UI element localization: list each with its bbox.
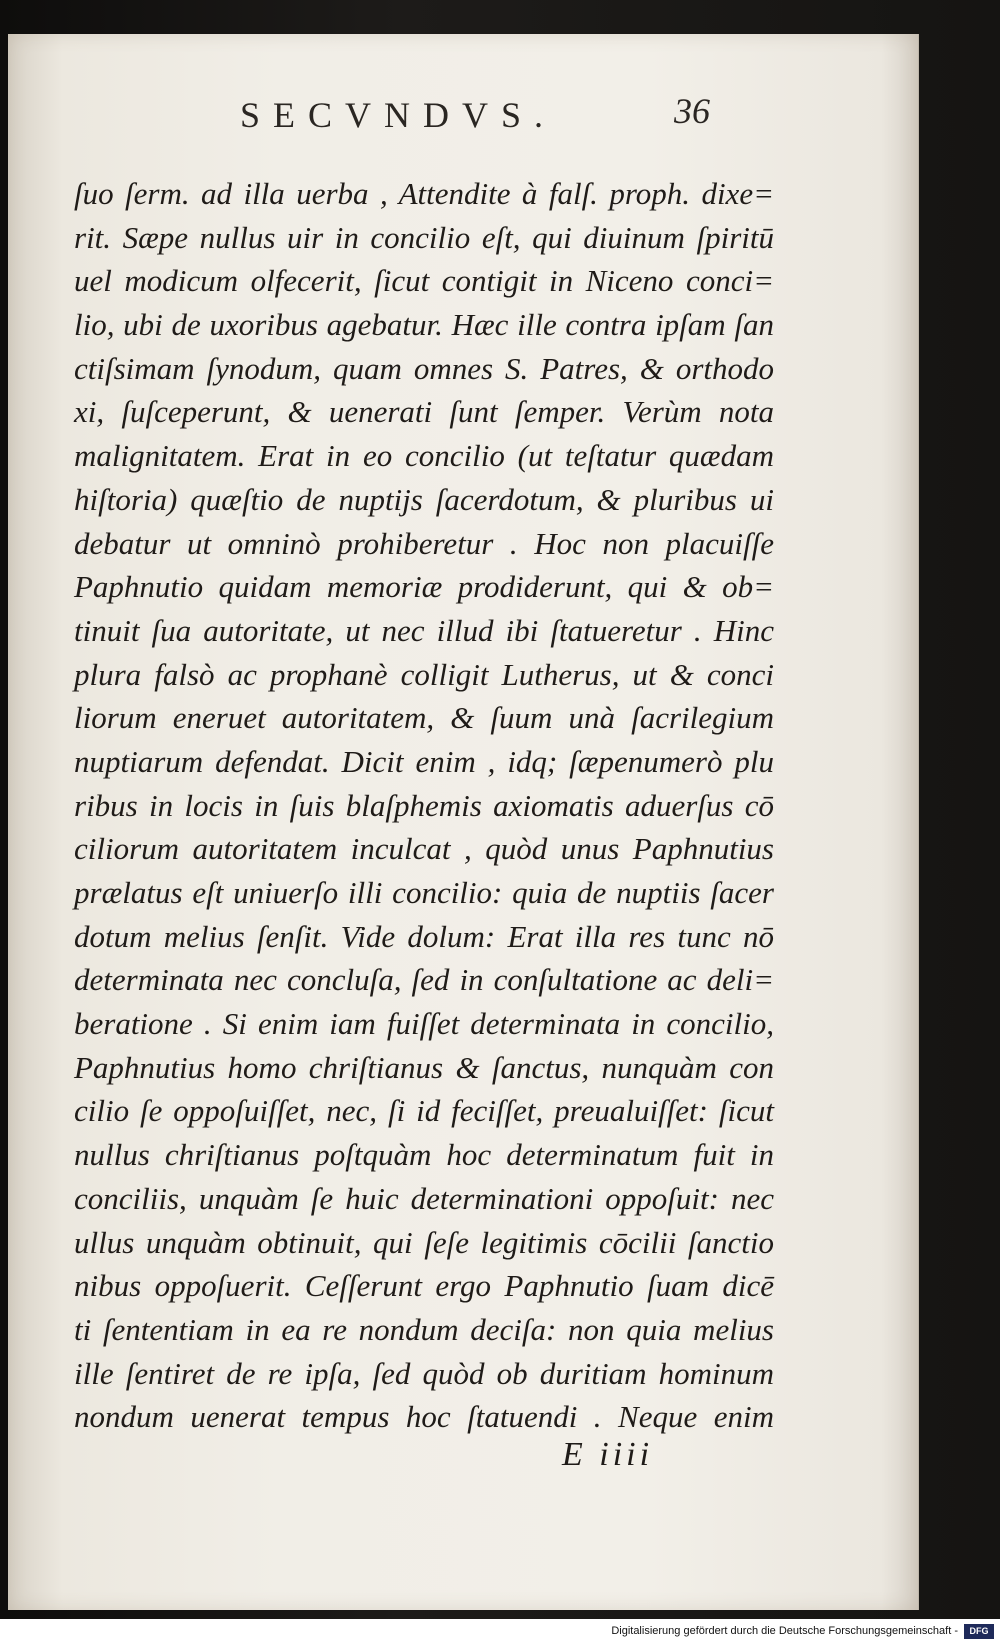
text-line: tinuit ſua autoritate, ut nec illud ibi ſtatueretur . Hinc <box>74 612 774 648</box>
text-line: dotum melius ſenſit. Vide dolum: Erat illa res tunc nō <box>74 918 774 954</box>
text-line: liorum eneruet autoritatem, & ſuum unà ſacrilegium <box>74 700 774 736</box>
running-title: SECVNDVS. <box>240 95 557 135</box>
book-page <box>8 34 919 1610</box>
text-line: rit. Sæpe nullus uir in concilio eſt, qui diuinum ſpiritū <box>74 219 774 255</box>
text-line: ſuo ſerm. ad illa uerba , Attendite à falſ. proph. dixe= <box>74 176 774 211</box>
page-header <box>240 91 710 144</box>
text-line: ille ſentiret de re ipſa, ſed quòd ob duritiam hominum <box>74 1355 774 1391</box>
text-line: ti ſententiam in ea re nondum deciſa: non quia melius <box>74 1311 774 1347</box>
text-line: prælatus eſt uniuerſo illi concilio: quia de nuptiis ſacer <box>74 875 774 910</box>
text-line: hiſtoria) quæſtio de nuptijs ſacerdotum, & pluribus ui <box>74 481 774 517</box>
digitization-footer <box>0 1619 1000 1645</box>
text-line: conciliis, unquàm ſe huic determinationi oppoſuit: nec <box>74 1180 774 1216</box>
text-line: ullus unquàm obtinuit, qui ſeſe legitimis cōcilii ſanctio <box>74 1224 774 1260</box>
text-line: nibus oppoſuerit. Ceſſerunt ergo Paphnutio ſuam dicē <box>74 1268 774 1304</box>
text-line: Paphnutius homo chriſtianus & ſanctus, nunquàm con <box>74 1049 774 1085</box>
body-text <box>74 172 774 1439</box>
funding-credit: Digitalisierung gefördert durch die Deutsche Forschungsgemeinschaft - <box>611 1625 958 1637</box>
text-line: malignitatem. Erat in eo concilio (ut teſtatur quædam <box>74 438 774 474</box>
text-line: ctiſsimam ſynodum, quam omnes S. Patres, & orthodo <box>74 350 774 386</box>
text-line: cilio ſe oppoſuiſſet, nec, ſi id feciſſet, preualuiſſet: ſicut <box>74 1093 774 1129</box>
text-line: plura falsò ac prophanè colligit Lutherus, ut & conci <box>74 656 774 692</box>
text-line: lio, ubi de uxoribus agebatur. Hæc ille contra ipſam ſan <box>74 307 774 343</box>
text-line: nullus chriſtianus poſtquàm hoc determinatum fuit in <box>74 1137 774 1173</box>
text-line: nuptiarum defendat. Dicit enim , idq; ſæpenumerò plu <box>74 743 774 779</box>
text-line: Paphnutio quidam memoriæ prodiderunt, qui & ob= <box>74 569 774 605</box>
text-line: ciliorum autoritatem inculcat , quòd unus Paphnutius <box>74 831 774 867</box>
signature-mark: E iiii <box>562 1436 654 1473</box>
text-line: uel modicum olfecerit, ſicut contigit in Niceno conci= <box>74 263 774 299</box>
text-line: beratione . Si enim iam fuiſſet determinata in concilio, <box>74 1006 774 1042</box>
text-line: nondum uenerat tempus hoc ſtatuendi . Neque enim <box>74 1399 774 1435</box>
dfg-logo-icon: DFG <box>964 1624 994 1639</box>
text-line: determinata nec concluſa, ſed in conſultatione ac deli= <box>74 962 774 998</box>
text-line: xi, ſuſceperunt, & uenerati ſunt ſemper. Verùm nota <box>74 394 774 430</box>
page-number: 36 <box>674 91 710 131</box>
text-line: ribus in locis in ſuis blaſphemis axiomatis aduerſus cō <box>74 787 774 823</box>
text-line: debatur ut omninò prohiberetur . Hoc non placuiſſe <box>74 525 774 561</box>
